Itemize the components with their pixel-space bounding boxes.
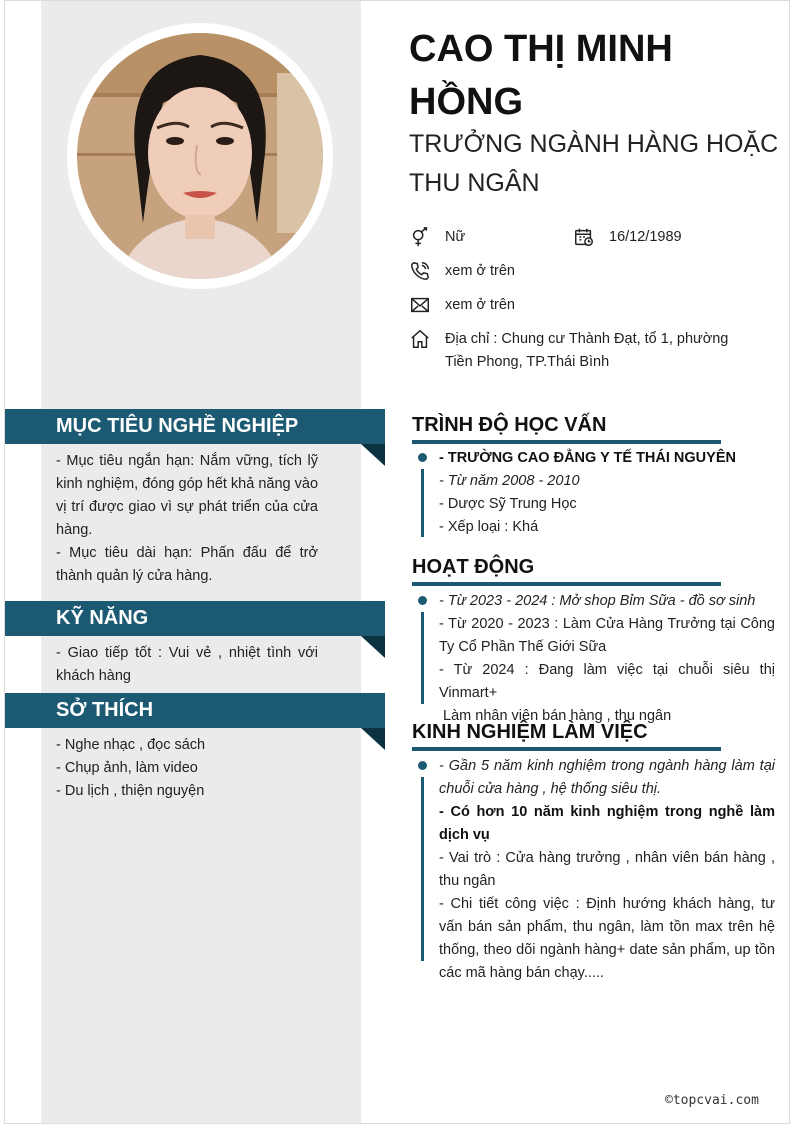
objective-fold: [361, 444, 385, 466]
contact-phone: [409, 260, 769, 284]
cv-page: [4, 0, 790, 1124]
experience-timeline: [421, 777, 424, 961]
activities-underline: [412, 582, 721, 586]
address-value: Địa chỉ : Chung cư Thành Đạt, tổ 1, phường Tiền Phong, TP.Thái Bình: [445, 331, 729, 370]
experience-content: [439, 755, 775, 985]
avatar-photo: [77, 33, 323, 279]
skill-item: - Giao tiếp tốt : Vui vẻ , nhiệt tình với khách hàng: [56, 645, 318, 684]
education-rank: - Xếp loại : Khá: [439, 519, 539, 535]
skills-fold: [361, 636, 385, 658]
objective-content: [56, 450, 318, 588]
activity-item: Làm nhân viên bán hàng , thu ngân: [439, 708, 672, 724]
education-heading: TRÌNH ĐỘ HỌC VẤN: [412, 414, 607, 436]
contact-email: [409, 294, 769, 318]
email-value: xem ở trên: [445, 297, 515, 313]
gender-icon: [409, 226, 431, 248]
education-content: [439, 447, 775, 539]
dob-value: 16/12/1989: [609, 229, 682, 245]
objective-heading: MỤC TIÊU NGHỀ NGHIỆP: [5, 409, 385, 444]
job-title: TRƯỞNG NGÀNH HÀNG HOẶC THU NGÂN: [409, 130, 779, 197]
activity-item: - Từ 2020 - 2023 : Làm Cửa Hàng Trưởng tại Công Ty Cổ Phần Thế Giới Sữa: [439, 616, 775, 655]
education-underline: [412, 440, 721, 444]
activity-item: - Từ 2024 : Đang làm việc tại chuỗi siêu thị Vinmart+: [439, 662, 775, 701]
education-bullet: [418, 453, 427, 462]
objective-short-term: - Mục tiêu ngắn hạn: Nắm vững, tích lỹ kinh nghiệm, đóng góp hết khả năng vào vị trí được giao vì sự phát triển của cửa hàng.: [56, 453, 319, 538]
avatar-frame: [67, 23, 333, 289]
experience-heading: KINH NGHIỆM LÀM VIỆC: [412, 721, 648, 743]
hobby-item: - Nghe nhạc , đọc sách: [56, 737, 206, 753]
experience-details: - Chi tiết công việc : Định hướng khách hàng, tư vấn bán sản phẩm, thu ngân, làm tồn max trên hệ thống, theo dõi ngành hàng+ date sản phẩm, up tồn các mã hàng bán chạy.....: [439, 896, 775, 981]
candidate-name: CAO THỊ MINH HỒNG: [409, 28, 673, 123]
experience-bullet: [418, 761, 427, 770]
activity-item: - Từ 2023 - 2024 : Mở shop Bỉm Sữa - đồ sơ sinh: [439, 593, 756, 609]
experience-summary: - Gần 5 năm kinh nghiệm trong ngành hàng làm tại chuỗi cửa hàng , hệ thống siêu thị.: [439, 758, 775, 797]
experience-role: - Vai trò : Cửa hàng trưởng , nhân viên bán hàng , thu ngân: [439, 850, 775, 889]
education-major: - Dược Sỹ Trung Học: [439, 496, 577, 512]
experience-highlight: - Có hơn 10 năm kinh nghiệm trong nghề làm dịch vụ: [439, 804, 775, 843]
objective-long-term: - Mục tiêu dài hạn: Phấn đấu để trở thành quản lý cửa hàng.: [56, 545, 318, 584]
skills-content: [56, 642, 318, 688]
experience-underline: [412, 747, 721, 751]
hobby-item: - Du lịch , thiện nguyện: [56, 783, 205, 799]
education-school: - TRƯỜNG CAO ĐẲNG Y TẾ THÁI NGUYÊN: [439, 450, 736, 466]
education-timeline: [421, 469, 424, 537]
phone-icon: [409, 260, 431, 282]
education-period: - Từ năm 2008 - 2010: [439, 473, 580, 489]
hobbies-content: [56, 734, 318, 803]
contact-gender: [409, 226, 569, 250]
avatar: [77, 33, 323, 279]
phone-value: xem ở trên: [445, 263, 515, 279]
hobby-item: - Chụp ảnh, làm video: [56, 760, 198, 776]
watermark: ©topcvai.com: [665, 1093, 759, 1108]
activities-heading: HOẠT ĐỘNG: [412, 556, 535, 578]
home-icon: [409, 328, 431, 350]
gender-value: Nữ: [445, 229, 466, 245]
calendar-icon: [573, 226, 595, 248]
hobbies-heading: SỞ THÍCH: [5, 693, 385, 728]
activities-content: [439, 590, 775, 728]
skills-heading: KỸ NĂNG: [5, 601, 385, 636]
activities-bullet: [418, 596, 427, 605]
mail-icon: [409, 294, 431, 316]
contact-dob: [573, 226, 773, 250]
contact-address: [409, 328, 759, 376]
activities-timeline: [421, 612, 424, 704]
hobbies-fold: [361, 728, 385, 750]
